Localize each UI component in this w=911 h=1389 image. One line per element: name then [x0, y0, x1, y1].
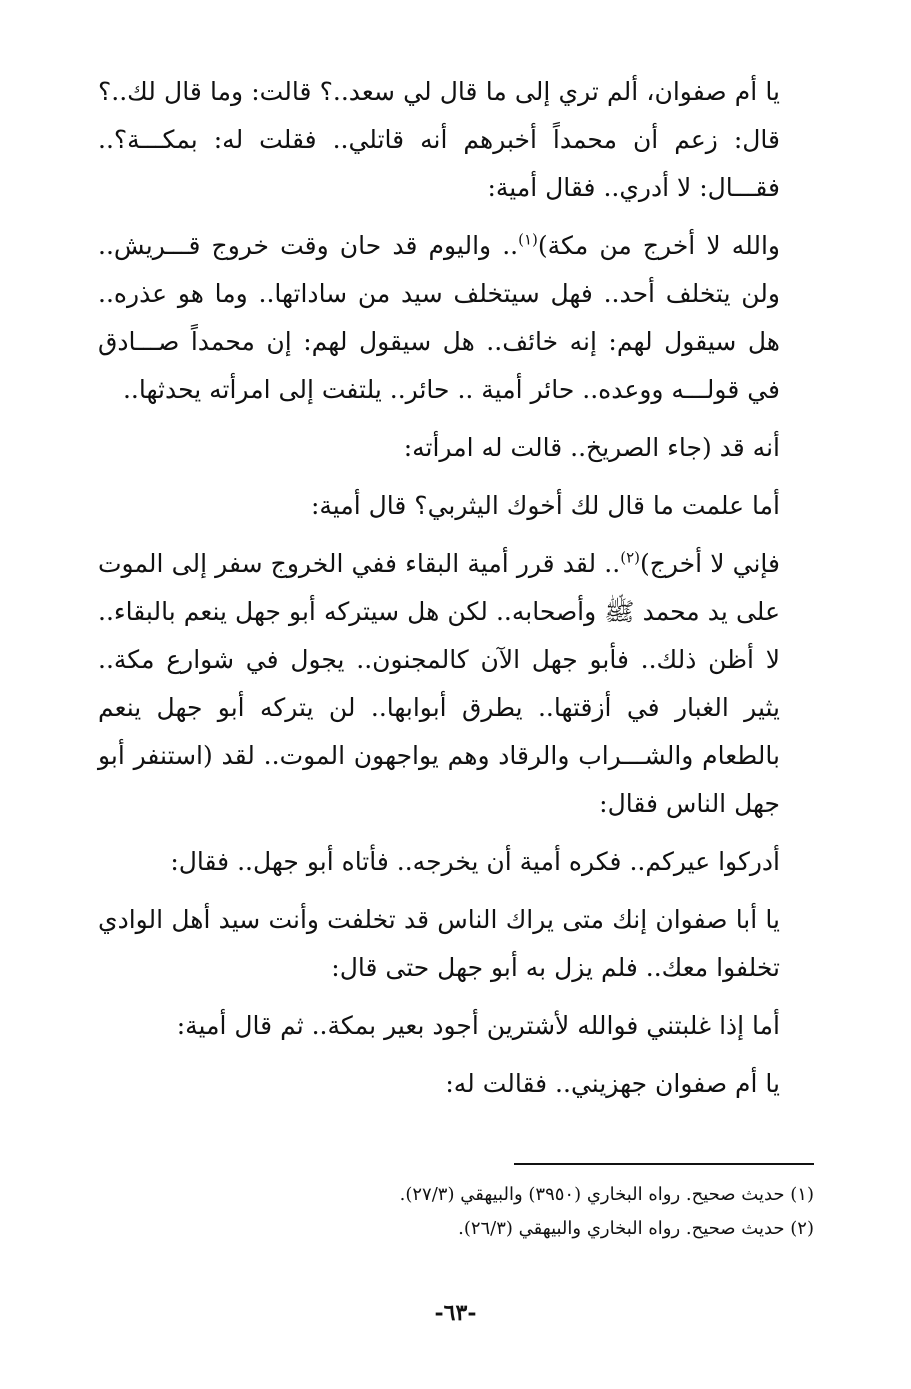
footnote-ref-1: (١): [518, 230, 538, 249]
paragraph-5: فإني لا أخرج)$^{(٢)}$.. لقد قرر أمية البقاء ففي الخروج سفر إلى الموت على يد محمد ﷺ وأصحابه.. لكن هل سيتركه أبو جهل ينعم بالبقاء.. لا أظن ذلك.. فأبو جهل الآن كالمجنون.. يجول في شوارع مكة.. يثير الغبار في أزقتها.. يطرق أبوابها.. لن يتركه أبو جهل ينعم بالطعام والشـــراب والرقاد وهم يواجهون الموت.. لقد (استنفر أبو جهل الناس فقال:: [98, 548, 780, 818]
paragraph-2: والله لا أخرج من مكة)$^{(١)}$.. واليوم قد حان وقت خروج قـــريش.. ولن يتخلف أحد.. فهل سيتخلف سيد من ساداتها.. وما هو عذره.. هل سيقول لهم: إنه خائف.. هل سيقول لهم: إن محمداً صـــادق في قولـــه ووعده.. حائر أمية .. حائر.. يلتفت إلى امرأته يحدثها..: [98, 230, 781, 404]
paragraph-7: يا أبا صفوان إنك متى يراك الناس قد تخلفت وأنت سيد أهل الوادي تخلفوا معك.. فلم يزل به أبو جهل حتى قال:: [98, 905, 780, 982]
paragraph-3: أنه قد (جاء الصريخ.. قالت له امرأته:: [403, 433, 780, 462]
footnotes: [96, 1178, 814, 1246]
footnote-1: (١) حديث صحيح. رواه البخاري (٣٩٥٠) والبيهقي (٢٧/٣).: [399, 1184, 814, 1205]
paragraph-4: أما علمت ما قال لك أخوك اليثربي؟ قال أمية:: [310, 491, 780, 520]
paragraph-6: أدركوا عيركم.. فكره أمية أن يخرجه.. فأتاه أبو جهل.. فقال:: [170, 847, 780, 876]
paragraph-1: يا أم صفوان، ألم تري إلى ما قال لي سعد..؟ قالت: وما قال لك..؟ قال: زعم أن محمداً أخبرهم أنه قاتلي.. فقلت له: بمكـــة؟.. فقـــال: لا أدري.. فقال أمية:: [98, 77, 780, 202]
footnote-2: (٢) حديث صحيح. رواه البخاري والبيهقي (٢٦/٣).: [458, 1218, 814, 1239]
body-text: [98, 68, 816, 1118]
paragraph-9: يا أم صفوان جهزيني.. فقالت له:: [445, 1069, 780, 1098]
footnote-divider: [514, 1163, 814, 1165]
footnote-ref-2: (٢): [620, 548, 640, 567]
paragraph-8: أما إذا غلبتني فوالله لأشترين أجود بعير بمكة.. ثم قال أمية:: [176, 1011, 780, 1040]
page-number: -٦٣-: [434, 1300, 477, 1326]
